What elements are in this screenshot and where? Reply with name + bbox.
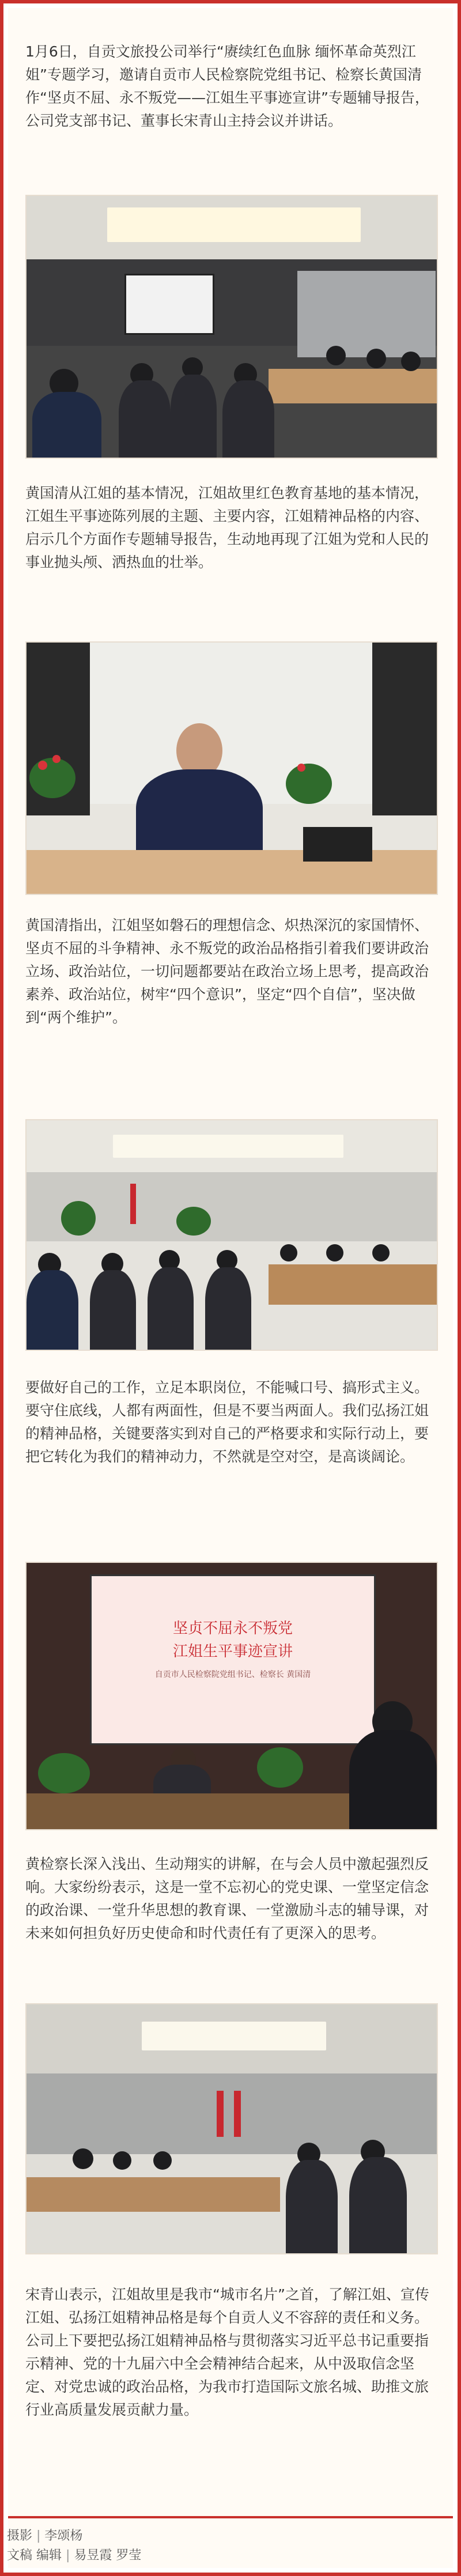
photo-credit: 摄影 | 李颂杨 (7, 2529, 83, 2543)
paragraph-2: 黄国清从江姐的基本情况，江姐故里红色教育基地的基本情况，江姐生平事迹陈列展的主题、主要内容，江姐精神品格的内容、启示几个方面作专题辅导报告，生动地再现了江姐为党和人民的事业抛头颅、洒热血的壮举。 (25, 485, 429, 571)
paragraph-5: 黄检察长深入浅出、生动翔实的讲解，在与会人员中激起强烈反响。大家纷纷表示，这是一堂不忘初心的党史课、一堂坚定信念的政治课、一堂升华思想的教育课、一堂激励斗志的辅导课，对未来如何担负好历史使命和时代责任有了更深入的思考。 (25, 1856, 429, 1942)
photo-audience-1 (25, 195, 438, 459)
text-credit-label: 文稿 编辑 (7, 2548, 62, 2563)
banner-line2: 江姐生平事迹宣讲 (172, 1643, 293, 1660)
text-credit-names: 易昱霞 罗莹 (74, 2548, 142, 2563)
paragraph-6: 宋青山表示，江姐故里是我市“城市名片”之首，了解江姐、宣传江姐、弘扬江姐精神品格是每个自贡人义不容辞的责任和义务。公司上下要把弘扬江姐精神品格与贯彻落实习近平总书记重要指示精神、党的十九届六中全会精神结合起来，从中汲取信念坚定、对党忠诚的政治品格，为我市打造国际文旅名城、助推文旅行业高质量发展贡献力量。 (25, 2286, 429, 2418)
banner-line1: 坚贞不屈永不叛党 (172, 1620, 293, 1637)
paragraph-1: 1月6日，自贡文旅投公司举行“赓续红色血脉 缅怀革命英烈江姐”专题学习，邀请自贡市人民检察院党组书记、检察长黄国清作“坚贞不屈、永不叛党——江姐生平事迹宣讲”专题辅导报告，公司党支部书记、董事长宋青山主持会议并讲话。 (25, 43, 429, 129)
photo-credit-label: 摄影 (7, 2529, 33, 2543)
bottom-divider (8, 2516, 453, 2518)
paragraph-3: 黄国清指出，江姐坚如磐石的理想信念、炽热深沉的家国情怀、坚贞不屈的斗争精神、永不叛党的政治品格指引着我们要讲政治立场、政治站位，一切问题都要站在政治立场上思考，提高政治素养、政治站位，树牢“四个意识”，坚定“四个自信”，坚决做到“两个维护”。 (25, 917, 429, 1026)
banner-subtitle: 自贡市人民检察院党组书记、检察长 黄国清 (154, 1670, 311, 1679)
photo-speaker (25, 641, 438, 895)
text-credit: 文稿 编辑 | 易昱霞 罗莹 (7, 2548, 142, 2563)
photo-banner (25, 1562, 438, 1830)
banner-screen (90, 1574, 376, 1745)
photo-audience-2 (25, 1119, 438, 1351)
paragraph-4: 要做好自己的工作，立足本职岗位，不能喊口号、搞形式主义。要守住底线，人都有两面性，但是不要当两面人。我们弘扬江姐的精神品格，关键要落实到对自己的严格要求和实际行动上，要把它转化为我们的精神动力，不然就是空对空，是高谈阔论。 (25, 1379, 429, 1465)
photo-credit-name: 李颂杨 (44, 2529, 83, 2543)
photo-audience-3 (25, 2003, 438, 2254)
